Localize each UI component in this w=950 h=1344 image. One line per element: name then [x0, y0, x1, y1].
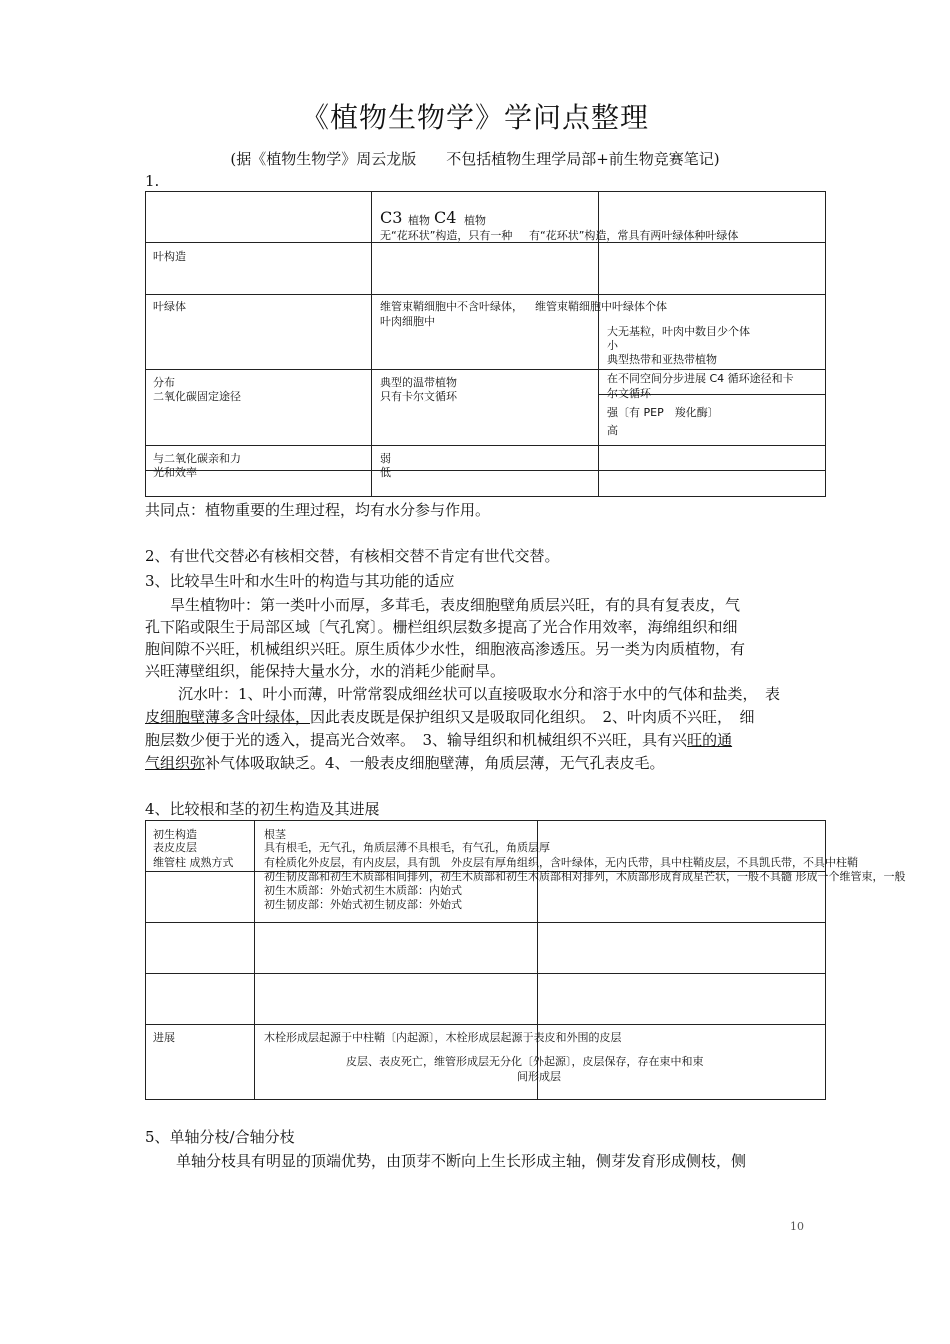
- chloroplast-c4-line1: 维管束鞘细胞中叶绿体个体: [535, 300, 667, 313]
- section1-common: 共同点：植物重要的生理过程，均有水分参与作用。: [145, 501, 491, 519]
- development-text-3: 间形成层: [517, 1070, 561, 1083]
- c3-letter: C3: [380, 208, 403, 227]
- fixation-c4-line1: 在不同空间分步进展 C4 循环途径和卡: [607, 372, 794, 385]
- section3-p1-line2: 孔下陷或限生于局部区域〔气孔窝〕。栅栏组织层数多提高了光合作用效率，海绵组织和细: [145, 618, 738, 636]
- chloroplast-c4-line2: 大无基粒，叶肉中数目少个体: [607, 325, 750, 338]
- page-number: 10: [790, 1220, 804, 1233]
- underlined-phrase: 旺的通: [687, 731, 733, 749]
- stele-text-3: 初生韧皮部：外始式初生韧皮部：外始式: [264, 898, 462, 911]
- efficiency-c4: 高: [607, 424, 618, 437]
- underlined-phrase: 气组织弥: [145, 754, 206, 772]
- affinity-c3: 弱: [380, 452, 391, 465]
- section3-p2-line3: [145, 729, 732, 751]
- c4-letter: C4: [434, 208, 457, 227]
- header-c4-desc: 有“花环状”构造，常具有两叶绿体种叶绿体: [529, 229, 739, 242]
- chloroplast-c4-line3: 小: [607, 339, 618, 352]
- section1-number: 1.: [145, 172, 160, 190]
- fixation-c4-line2: 尔文循环: [607, 387, 651, 400]
- underlined-phrase: 皮细胞壁薄多含叶绿体，: [145, 708, 311, 726]
- page-title: 《植物生物学》学问点整理: [300, 101, 649, 134]
- section3-p1-line1: 旱生植物叶：第一类叶小而厚，多茸毛，表皮细胞壁角质层兴旺，有的具有复表皮，气: [170, 596, 741, 614]
- c3-label: 植物: [408, 214, 430, 227]
- section4-heading: 4、比较根和茎的初生构造及其进展: [145, 800, 380, 818]
- row-efficiency: 光和效率: [153, 466, 197, 479]
- section3-p2-line4: [145, 752, 665, 774]
- row-co2-fixation: 二氧化碳固定途径: [153, 390, 241, 403]
- row-affinity: 与二氧化碳亲和力: [153, 452, 241, 465]
- header-c3-desc: 无“花环状”构造，只有一种: [380, 229, 513, 242]
- section5-heading: 5、单轴分枝/合轴分枝: [145, 1128, 295, 1146]
- row-leaf-structure: 叶构造: [153, 250, 186, 263]
- section3-p2-line4-rest: 补气体吸取缺乏。4、一般表皮细胞壁薄，角质层薄，无气孔表皮毛。: [205, 754, 665, 772]
- epidermis-text: 具有根毛，无气孔，角质层薄不具根毛，有气孔，角质层厚: [264, 841, 550, 854]
- section3-p2-line1: 沉水叶：1、叶小而薄，叶常常裂成细丝状可以直接吸取水分和溶于水中的气体和盐类， 表: [178, 685, 781, 703]
- col-root-stem: 根茎: [264, 828, 286, 841]
- page-subtitle: (据《植物生物学》周云龙版 不包括植物生理学局部+前生物竞赛笔记): [230, 150, 720, 168]
- affinity-c4: 强〔有 PEP 羧化酶〕: [607, 406, 719, 419]
- section3-heading: 3、比较旱生叶和水生叶的构造与其功能的适应: [145, 572, 455, 590]
- development-text-1: 木栓形成层起源于中柱鞘〔内起源〕，木栓形成层起源于表皮和外围的皮层: [264, 1031, 622, 1044]
- fixation-c3: 只有卡尔文循环: [380, 390, 457, 403]
- section2-text: 2、有世代交替必有核相交替，有核相交替不肯定有世代交替。: [145, 547, 560, 565]
- section3-p1-line4: 兴旺薄壁组织，能保持大量水分，水的消耗少能耐旱。: [145, 662, 506, 680]
- row-chloroplast: 叶绿体: [153, 300, 186, 313]
- section5-p1: 单轴分枝具有明显的顶端优势，由顶芽不断向上生长形成主轴，侧芽发育形成侧枝，侧: [176, 1152, 747, 1170]
- section3-p2-line2: [145, 706, 755, 728]
- row-development: 进展: [153, 1031, 175, 1044]
- chloroplast-c3-line2: 叶肉细胞中: [380, 315, 435, 328]
- row-epidermis: 表皮皮层: [153, 841, 197, 854]
- section3-p2-line3-main: 胞层数少便于光的透入，提高光合效率。 3、输导组织和机械组织不兴旺，具有兴: [145, 731, 688, 749]
- distribution-c3: 典型的温带植物: [380, 376, 457, 389]
- efficiency-c3: 低: [380, 466, 391, 479]
- c4-label: 植物: [464, 214, 486, 227]
- section3-p1-line3: 胞间隙不兴旺，机械组织兴旺。原生质体少水性，细胞液高渗透压。另一类为肉质植物，有: [145, 640, 746, 658]
- stele-text-1: 初生韧皮部和初生木质部相间排列，初生木质部和初生木质部相对排列，木质部形成育成星芒状，一般不具髓 形成一个维管束，一般: [264, 870, 906, 883]
- chloroplast-c3-line1: 维管束鞘细胞中不含叶绿体，: [380, 300, 523, 313]
- cortex-text: 有栓质化外皮层，有内皮层，具有凯 外皮层有厚角组织，含叶绿体，无内氏带，具中柱鞘皮层，不具凯氏带，不具中柱鞘: [264, 856, 858, 869]
- chloroplast-c4-line4: 典型热带和亚热带植物: [607, 353, 717, 366]
- row-stele: 维管柱 成熟方式: [153, 856, 234, 869]
- col-primary-structure: 初生构造: [153, 828, 197, 841]
- development-text-2: 皮层、表皮死亡，维管形成层无分化〔外起源〕，皮层保存，存在束中和束: [346, 1055, 704, 1068]
- stele-text-2: 初生木质部：外始式初生木质部：内始式: [264, 884, 462, 897]
- row-distribution: 分布: [153, 376, 175, 389]
- section3-p2-line2-rest: 因此表皮既是保护组织又是吸取同化组织。 2、叶肉质不兴旺， 细: [310, 708, 755, 726]
